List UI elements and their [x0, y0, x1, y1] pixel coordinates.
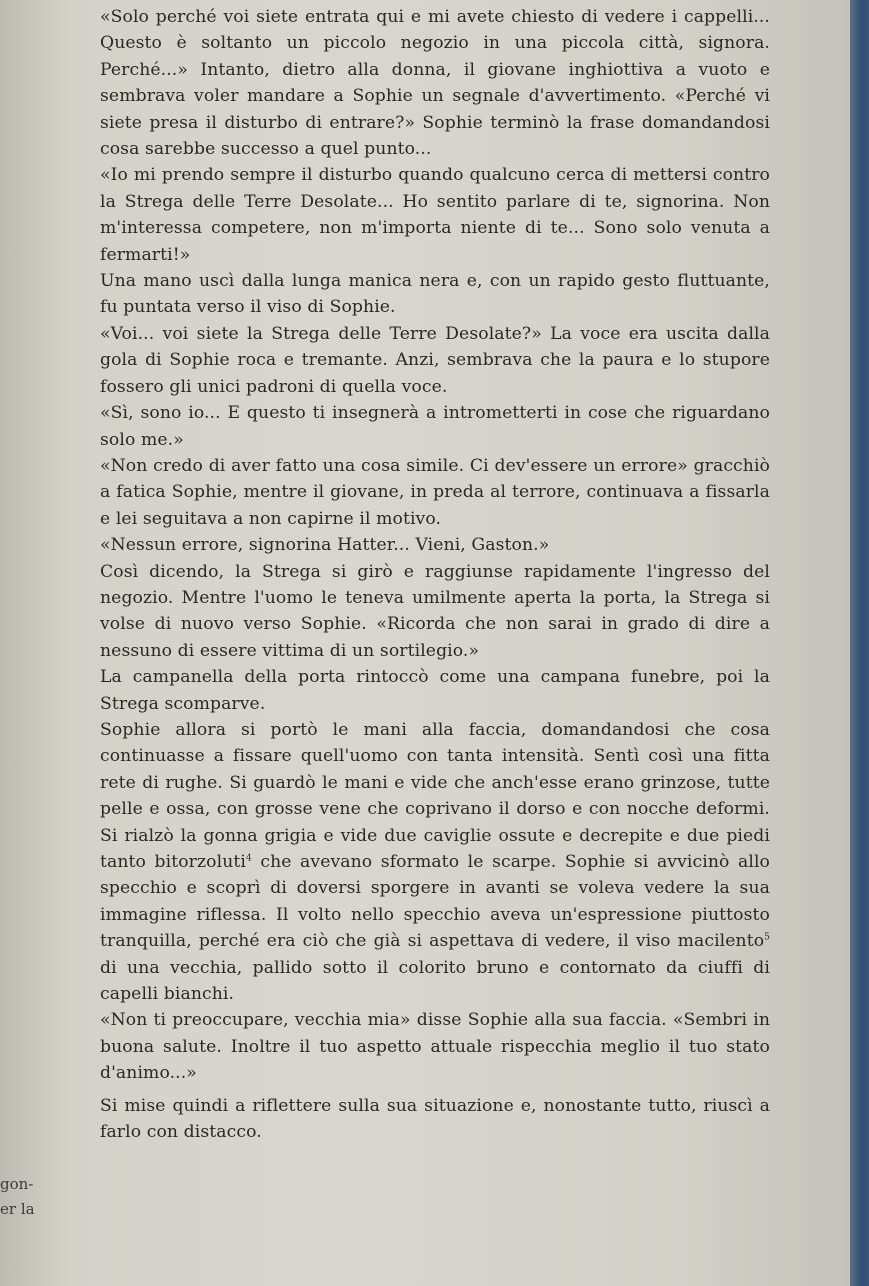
- paragraph-part: che avevano sformato le scarpe. Sophie si avvicinò allo specchio e scoprì di doversi sporgere in avanti se voleva vedere la sua immagine riflessa. Il volto nello specchio aveva un'espressione piuttosto tranquilla, perché era ciò che già si aspettava di vedere, il viso macilento: [100, 852, 770, 952]
- paragraph: Così dicendo, la Strega si girò e raggiunse rapidamente l'ingresso del negozio. Mentre l'uomo le teneva umilmente aperta la porta, la Strega si volse di nuovo verso Sophie. «Ricorda che non sarai in grado di dire a nessuno di essere vittima di un sortilegio.»: [100, 561, 770, 661]
- paragraph-part: di una vecchia, pallido sotto il colorito bruno e contornato da ciuffi di capelli bianchi.: [100, 957, 770, 1005]
- paragraph: «Nessun errore, signorina Hatter... Vieni, Gaston.»: [100, 535, 550, 556]
- margin-fragment: gon-: [0, 1175, 34, 1193]
- footnote-marker: 5: [764, 932, 770, 943]
- paragraph: «Non ti preoccupare, vecchia mia» disse Sophie alla sua faccia. «Sembri in buona salute. Inoltre il tuo aspetto attuale rispecchia meglio il tuo stato d'animo...»: [100, 1010, 770, 1084]
- paragraph: La campanella della porta rintoccò come una campana funebre, poi la Strega scomparve.: [100, 667, 770, 714]
- paragraph: «Io mi prendo sempre il disturbo quando qualcuno cerca di mettersi contro la Strega delle Terre Desolate... Ho sentito parlare di te, signorina. Non m'interessa competere, non m'importa niente di te... Sono solo venuta a fermarti!»: [100, 165, 770, 265]
- page-edge-background: [850, 0, 869, 1286]
- paragraph: «Sì, sono io... E questo ti insegnerà a intrometterti in cose che riguardano solo me.»: [100, 403, 770, 450]
- paragraph: «Solo perché voi siete entrata qui e mi avete chiesto di vedere i cappelli... Questo è soltanto un piccolo negozio in una piccola città, signora. Perché...» Intanto, dietro alla donna, il giovane inghiottiva a vuoto e sembrava voler mandare a Sophie un segnale d'avvertimento. «Perché vi siete presa il disturbo di entrare?» Sophie terminò la frase domandandosi cosa sarebbe successo a quel punto...: [100, 7, 770, 160]
- paragraph: «Non credo di aver fatto una cosa simile. Ci dev'essere un errore» gracchiò a fatica Sophie, mentre il giovane, in preda al terrore, continuava a fissarla e lei seguitava a non capirne il motivo.: [100, 455, 770, 529]
- margin-fragment: er la: [0, 1200, 35, 1218]
- footnote-marker: 4: [245, 853, 252, 864]
- paragraph: [100, 717, 770, 1007]
- body-text: [100, 4, 770, 1145]
- paragraph: Una mano uscì dalla lunga manica nera e, con un rapido gesto fluttuante, fu puntata verso il viso di Sophie.: [100, 271, 770, 318]
- paragraph: «Voi... voi siete la Strega delle Terre Desolate?» La voce era uscita dalla gola di Sophie roca e tremante. Anzi, sembrava che la paura e lo stupore fossero gli unici padroni di quella voce.: [100, 323, 770, 397]
- paragraph: Si mise quindi a riflettere sulla sua situazione e, nonostante tutto, riuscì a farlo con distacco.: [100, 1095, 770, 1143]
- paragraph-part: Sophie allora si portò le mani alla faccia, domandandosi che cosa continuasse a fissare quell'uomo con tanta intensità. Sentì così una fitta rete di rughe. Si guardò le mani e vide che anch'esse erano grinzose, tutte pelle e ossa, con grosse vene che coprivano il dorso e con nocche deformi. Si rialzò la gonna grigia e vide due caviglie ossute e decrepite e due piedi tanto bitorzoluti: [100, 719, 770, 872]
